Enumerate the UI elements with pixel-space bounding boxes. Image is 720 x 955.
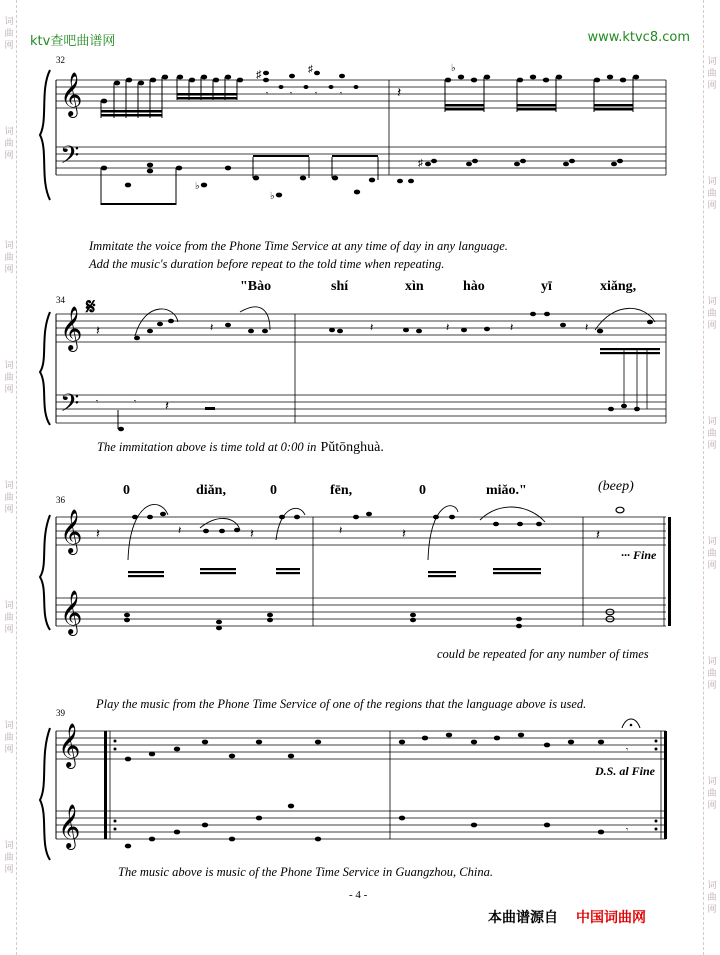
- repeat-note: could be repeated for any number of times: [437, 647, 649, 661]
- lyric-36-2: diǎn,: [196, 483, 226, 498]
- lyric-34-1: "Bào: [240, 279, 272, 294]
- svg-text:𝄾: 𝄾: [315, 89, 318, 98]
- told-time-prefix: The immitation above is time told at 0:00 in: [97, 440, 317, 454]
- system-brace: [40, 70, 50, 200]
- treble-clef-icon: 𝄞: [58, 806, 81, 848]
- treble-clef-icon: 𝄞: [60, 511, 83, 553]
- footer-source-label: 本曲谱源自: [488, 910, 558, 926]
- told-time-language: Pǔtōnghuà.: [320, 440, 384, 455]
- treble-notes-33: [445, 75, 639, 83]
- side-watermark-right-4: 词 曲 网: [707, 417, 717, 451]
- side-watermark-right-8: 词 曲 网: [707, 881, 717, 915]
- side-watermark-left-8: 词 曲 网: [4, 841, 14, 875]
- told-time-note: [97, 438, 384, 456]
- beep-label: (beep): [598, 479, 634, 494]
- treble-staff: [56, 80, 666, 108]
- bass-chords-33: [397, 159, 623, 184]
- treble-clef-icon: 𝄞: [58, 725, 81, 767]
- treble-staff: [56, 517, 666, 545]
- svg-text:𝄽: 𝄽: [96, 526, 100, 541]
- play-instruction: Play the music from the Phone Time Service of one of the regions that the language above is used.: [96, 697, 587, 711]
- svg-text:𝄾: 𝄾: [340, 89, 343, 98]
- side-watermark-right-3: 词 曲 网: [707, 297, 717, 331]
- side-watermark-left-2: 词 曲 网: [4, 127, 14, 161]
- svg-text:𝄽: 𝄽: [339, 525, 343, 537]
- header-left-link[interactable]: ktv查吧曲谱网: [30, 34, 116, 49]
- svg-text:𝄽: 𝄽: [370, 322, 374, 334]
- svg-text:♯: ♯: [308, 64, 313, 75]
- svg-text:𝄽: 𝄽: [96, 323, 100, 338]
- fine-marking: ··· Fine: [621, 548, 657, 562]
- svg-text:𝄽: 𝄽: [510, 322, 514, 334]
- svg-text:𝄽: 𝄽: [596, 527, 600, 542]
- segno-icon: 𝄋: [86, 294, 96, 319]
- svg-text:𝄽: 𝄽: [165, 398, 169, 413]
- system-32: [40, 55, 666, 205]
- svg-text:♯: ♯: [418, 158, 423, 169]
- source-note: The music above is music of the Phone Time Service in Guangzhou, China.: [118, 865, 493, 879]
- lyric-36-6: miǎo.": [486, 483, 527, 498]
- system-34: [40, 294, 666, 431]
- measure-number-36: 36: [56, 495, 65, 505]
- svg-text:♯: ♯: [256, 69, 262, 81]
- svg-text:♭: ♭: [270, 191, 275, 202]
- page-number: - 4 -: [349, 889, 368, 901]
- lyric-36-5: 0: [419, 483, 426, 498]
- treble-staff: [56, 731, 666, 759]
- side-watermark-right-1: 词 曲 网: [707, 57, 717, 91]
- side-watermark-left-3: 词 曲 网: [4, 241, 14, 275]
- svg-text:𝄽: 𝄽: [446, 322, 450, 334]
- treble-clef-icon: 𝄞: [60, 74, 83, 116]
- side-watermark-right-7: 词 曲 网: [707, 777, 717, 811]
- svg-text:𝄽: 𝄽: [210, 322, 214, 334]
- bass-clef-icon: 𝄢: [60, 390, 80, 423]
- lower-treble-staff: [56, 598, 666, 626]
- side-watermark-left-1: 词 曲 网: [4, 17, 14, 51]
- treble-staff: [56, 314, 666, 342]
- quarter-rest-icon: 𝄽: [397, 86, 402, 101]
- system-39: [40, 708, 667, 860]
- side-watermark-left-6: 词 曲 网: [4, 601, 14, 635]
- lyric-36-1: 0: [123, 483, 130, 498]
- svg-text:𝄾: 𝄾: [626, 825, 629, 834]
- lyric-34-2: shí: [331, 279, 349, 294]
- ds-al-fine-marking: D.S. al Fine: [595, 764, 656, 778]
- lyric-34-3: xìn: [405, 279, 424, 294]
- measure-number-32: 32: [56, 55, 65, 65]
- lyric-34-4: hào: [463, 279, 485, 294]
- measure-number-34: 34: [56, 295, 65, 305]
- immitate-instruction-line2: Add the music's duration before repeat to the told time when repeating.: [89, 257, 445, 271]
- side-watermark-right-5: 词 曲 网: [707, 537, 717, 571]
- side-watermark-left-4: 词 曲 网: [4, 361, 14, 395]
- lyric-36-3: 0: [270, 483, 277, 498]
- lyric-34-5: yī: [541, 279, 552, 294]
- svg-text:𝄾: 𝄾: [290, 89, 293, 98]
- footer-site-link[interactable]: 中国词曲网: [576, 910, 646, 926]
- side-watermark-left-5: 词 曲 网: [4, 481, 14, 515]
- svg-text:𝄾: 𝄾: [134, 397, 137, 406]
- treble-clef-icon: 𝄞: [60, 592, 83, 634]
- bass-staff: [56, 395, 666, 423]
- header-right-link[interactable]: www.ktvc8.com: [587, 30, 690, 45]
- svg-text:𝄾: 𝄾: [626, 745, 629, 754]
- treble-clef-icon: 𝄞: [60, 308, 83, 350]
- lyric-36-4: fēn,: [330, 483, 353, 498]
- svg-text:𝄽: 𝄽: [178, 525, 182, 537]
- side-watermark-right-2: 词 曲 网: [707, 177, 717, 211]
- footer-credit: [488, 907, 646, 927]
- side-watermark-right-6: 词 曲 网: [707, 657, 717, 691]
- measure-number-39: 39: [56, 708, 65, 718]
- bass-clef-icon: 𝄢: [60, 142, 80, 175]
- svg-text:𝄽: 𝄽: [402, 526, 406, 541]
- lower-staff: [56, 811, 666, 839]
- svg-text:𝄽: 𝄽: [250, 526, 254, 541]
- svg-text:𝄾: 𝄾: [266, 89, 269, 98]
- svg-text:𝄽: 𝄽: [585, 322, 589, 334]
- side-watermark-left-7: 词 曲 网: [4, 721, 14, 755]
- system-36: [40, 495, 671, 636]
- immitate-instruction-line1: Immitate the voice from the Phone Time Service at any time of day in any language.: [89, 239, 508, 253]
- lyric-34-6: xiǎng,: [600, 279, 637, 294]
- svg-text:𝄾: 𝄾: [96, 397, 99, 406]
- svg-text:♭: ♭: [451, 63, 456, 74]
- svg-text:♭: ♭: [195, 181, 200, 192]
